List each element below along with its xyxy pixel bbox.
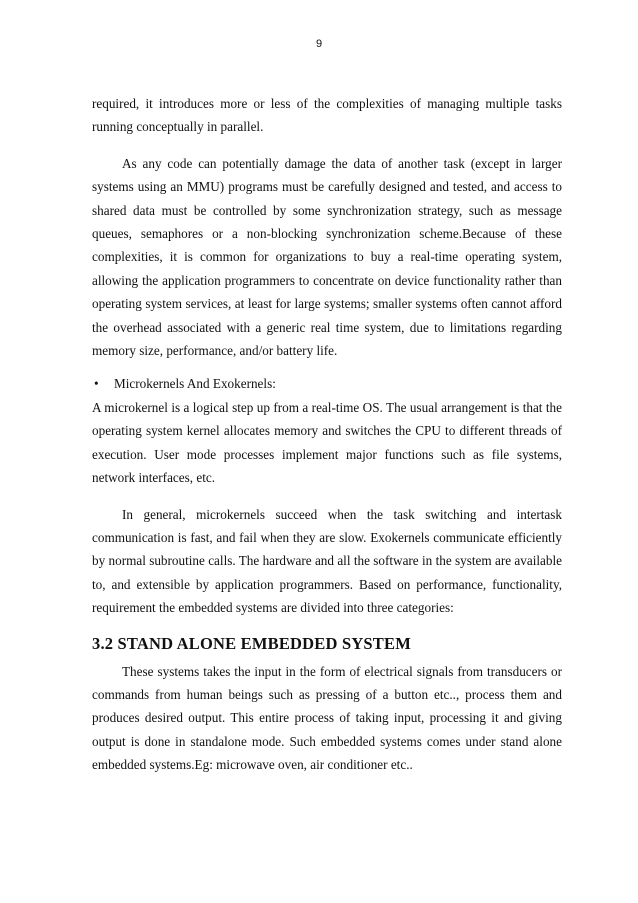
bullet-icon: •: [94, 376, 99, 392]
bullet-label: Microkernels And Exokernels:: [114, 376, 276, 392]
page-number: 9: [315, 38, 323, 50]
paragraph-microkernel-performance: In general, microkernels succeed when the task switching and intertask communication is fast, and fail when they are slow. Exokernels communicate efficiently by normal subroutine calls. The hardware and all the software in the system are available to, and extensible by application programmers. Based on performance, functionality, requirement the embedded systems are divided into three categories:: [92, 506, 562, 616]
bullet-microkernels: [92, 372, 562, 395]
paragraph-standalone-systems: These systems takes the input in the form of electrical signals from transducers or commands from human beings such as pressing of a button etc.., process them and produces desired output. This entire process of taking input, processing it and giving output is done in standalone mode. Such embedded systems comes under stand alone embedded systems.Eg: microwave oven, air conditioner etc..: [92, 663, 562, 773]
paragraph-code-damage: As any code can potentially damage the data of another task (except in larger systems using an MMU) programs must be carefully designed and tested, and access to shared data must be controlled by some synchronization strategy, such as message queues, semaphores or a non-blocking synchronization scheme.Because of these complexities, it is common for organizations to buy a real-time operating system, allowing the application programmers to concentrate on device functionality rather than operating system services, at least for large systems; smaller systems often cannot afford the overhead associated with a generic real time system, due to limitations regarding memory size, performance, and/or battery life.: [92, 155, 562, 359]
paragraph-microkernel-definition: A microkernel is a logical step up from a real-time OS. The usual arrangement is that the operating system kernel allocates memory and switches the CPU to different threads of execution. User mode processes implement major functions such as file systems, network interfaces, etc.: [92, 399, 562, 486]
page-body: [92, 92, 562, 777]
section-heading: 3.2 STAND ALONE EMBEDDED SYSTEM: [92, 633, 411, 653]
paragraph-continuation: required, it introduces more or less of the complexities of managing multiple tasks running conceptually in parallel.: [92, 96, 562, 135]
